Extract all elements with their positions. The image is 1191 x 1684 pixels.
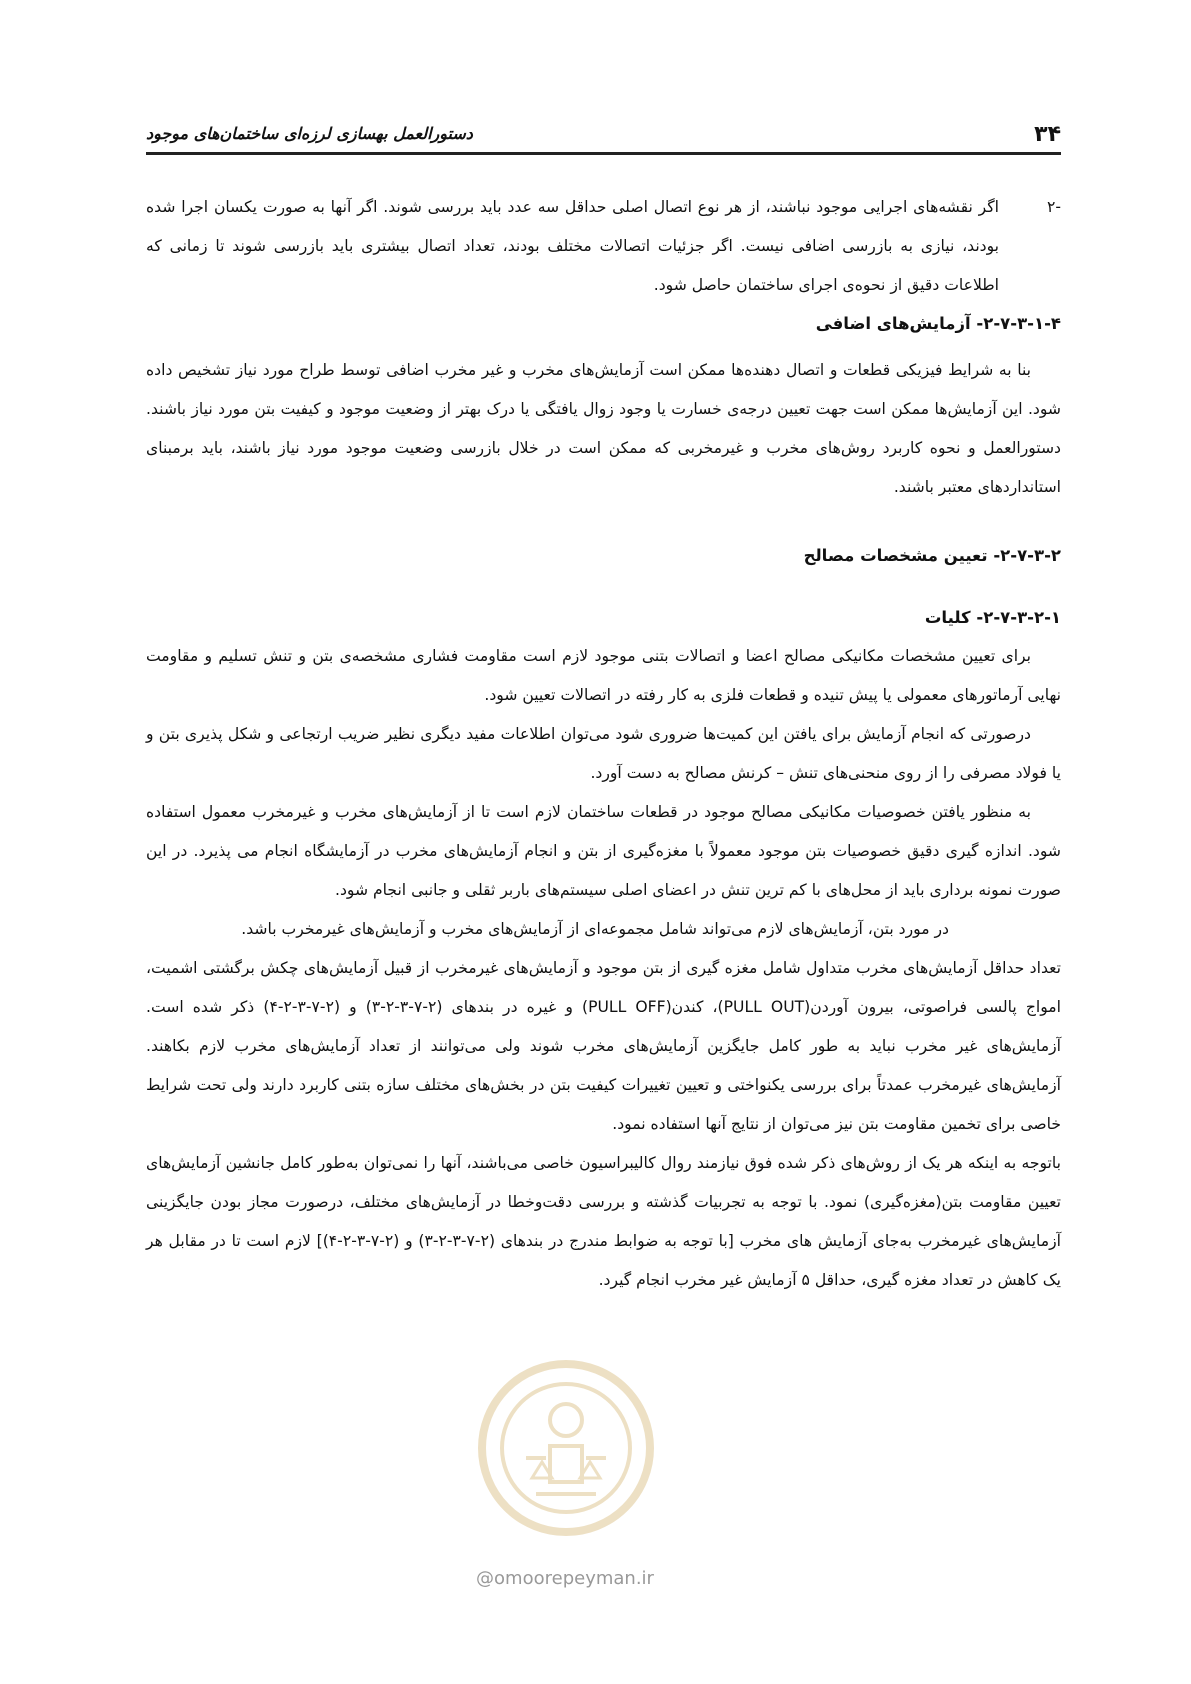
list-item	[146, 188, 1061, 305]
paragraph: در مورد بتن، آزمایش‌های لازم می‌تواند شامل مجموعه‌ای از آزمایش‌های مخرب و آزمایش‌های غیرمخرب باشد.	[241, 920, 949, 938]
paragraph: به منظور یافتن خصوصیات مکانیکی مصالح موجود در قطعات ساختمان لازم است تا از آزمایش‌های مخرب و غیرمخرب معمول استفاده شود. اندازه گیری دقیق خصوصیات بتن موجود معمولاً با مغزه‌گیری از بتن و انجام آزمایش‌های مخرب در آزمایشگاه انجام می پذیرد. در این صورت نمونه برداری باید از محل‌های با کم ترین تنش در اعضای اصلی سیستم‌های باربر ثقلی و جانبی انجام شود.	[146, 803, 1061, 899]
section-heading-material-properties: ۲-۷-۳-۲- تعیین مشخصات مصالح	[803, 546, 1061, 565]
watermark-url: @omoorepeyman.ir	[476, 1568, 654, 1589]
section-heading-additional-tests: ۲-۷-۳-۱-۴- آزمایش‌های اضافی	[815, 314, 1061, 333]
list-item-number: -۲	[1046, 198, 1061, 216]
watermark-seal-icon	[476, 1358, 656, 1538]
list-item-text: اگر نقشه‌های اجرایی موجود نباشند، از هر نوع اتصال اصلی حداقل سه عدد باید بررسی شوند. اگر آنها به صورت یکسان اجرا شده بودند، نیازی به بازرسی اضافی نیست. اگر جزئیات اتصالات مختلف بودند، تعداد اتصال بیشتری باید بازرسی شوند تا زمانی که اطلاعات دقیق از نحوه‌ی اجرای ساختمان حاصل شود.	[146, 198, 999, 294]
page-number: ۳۴	[1034, 122, 1061, 147]
paragraph: برای تعیین مشخصات مکانیکی مصالح اعضا و اتصالات بتنی موجود لازم است مقاومت فشاری مشخصه‌ی بتن و تنش تسلیم و مقاومت نهایی آرماتورهای معمولی یا پیش تنیده و قطعات فلزی به کار رفته در اتصالات تعیین شود.	[146, 647, 1061, 704]
paragraph: باتوجه به اینکه هر یک از روش‌های ذکر شده فوق نیازمند روال کالیبراسیون خاصی می‌باشند، آنها را نمی‌توان به‌طور کامل جانشین آزمایش‌های تعیین مقاومت بتن(مغزه‌گیری) نمود. با توجه به تجربیات گذشته و بررسی دقت‌وخطا در آزمایش‌های مختلف، درصورت مجاز بودن جایگزینی آزمایش‌های غیرمخرب به‌جای آزمایش های مخرب [با توجه به ضوابط مندرج در بندهای (۲-۷-۳-۲-۳) و (۲-۷-۳-۲-۴)] لازم است تا در مقابل هر یک کاهش در تعداد مغزه گیری، حداقل ۵ آزمایش غیر مخرب انجام گیرد.	[146, 1154, 1061, 1289]
page-header	[146, 108, 1061, 155]
running-title: دستورالعمل بهسازی لرزه‌ای ساختمان‌های موجود	[146, 124, 473, 143]
paragraph: درصورتی که انجام آزمایش برای یافتن این کمیت‌ها ضروری شود می‌توان اطلاعات مفید دیگری نظیر ضریب ارتجاعی و شکل پذیری بتن و یا فولاد مصرفی را از روی منحنی‌های تنش – کرنش مصالح به دست آورد.	[146, 725, 1061, 782]
paragraph: تعداد حداقل آزمایش‌های مخرب متداول شامل مغزه گیری از بتن موجود و آزمایش‌های غیرمخرب از قبیل آزمایش‌های چکش برگشتی اشمیت، امواج پالسی فراصوتی، بیرون آوردن(PULL OUT)، کندن(PULL OFF) و غیره در بندهای (۲-۷-۳-۲-۳) و (۲-۷-۳-۲-۴) ذکر شده است. آزمایش‌های غیر مخرب نباید به طور کامل جایگزین آزمایش‌های مخرب شوند ولی می‌توانند از تعداد آزمایش‌های مخرب لازم بکاهند. آزمایش‌های غیرمخرب عمدتاً برای بررسی یکنواختی و تعیین تغییرات کیفیت بتن در بخش‌های مختلف سازه بتنی کاربرد دارند ولی تحت شرایط خاصی برای تخمین مقاومت بتن نیز می‌توان از نتایج آنها استفاده نمود.	[146, 959, 1061, 1133]
page-body	[146, 188, 1061, 1300]
section-heading-general: ۲-۷-۳-۲-۱- کلیات	[924, 608, 1061, 627]
paragraph: بنا به شرایط فیزیکی قطعات و اتصال دهنده‌ها ممکن است آزمایش‌های مخرب و غیر مخرب اضافی توسط طراح مورد نیاز تشخیص داده شود. این آزمایش‌ها ممکن است جهت تعیین درجه‌ی خسارت یا وجود زوال یافتگی یا درک بهتر از وضعیت موجود و کیفیت بتن مورد نیاز باشند. دستورالعمل و نحوه کاربرد روش‌های مخرب و غیرمخربی که ممکن است در خلال بازرسی وضعیت موجود مورد نیاز باشند، باید برمبنای استانداردهای معتبر باشند.	[146, 361, 1061, 496]
